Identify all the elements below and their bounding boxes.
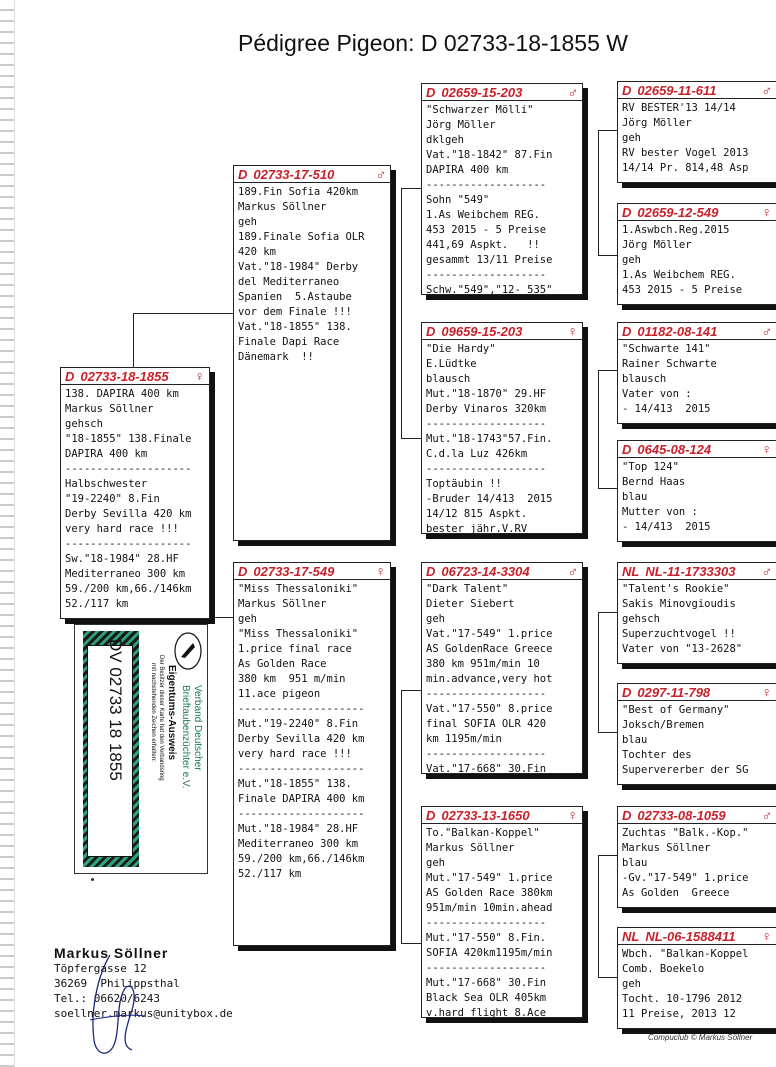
card-line: "Die Hardy" (426, 343, 496, 355)
ring-number: 02733-08-1059 (637, 807, 726, 823)
card-line: DAPIRA 400 km (426, 164, 509, 176)
card-line: 14/12 815 Aspkt. (426, 508, 528, 520)
card-body (61, 385, 209, 612)
card-line: geh (426, 613, 445, 625)
card-line: ------------------- (426, 962, 547, 974)
card-line: Vat."18-1984" Derby (238, 261, 359, 273)
card-line: min.advance,very hot (426, 673, 553, 685)
card-line: "18-1855" 138.Finale (65, 433, 192, 445)
sex-icon: ♀ (375, 563, 386, 579)
card-line: 189.Finale Sofia OLR (238, 231, 365, 243)
sex-icon: ♂ (761, 323, 772, 339)
pigeon-card-paternal-grandfather (421, 83, 583, 295)
card-body (234, 183, 390, 365)
card-line: 11 Preise, 2013 12 (622, 1008, 736, 1020)
card-line: Markus Söllner (622, 842, 711, 854)
card-line: Superzuchtvogel !! (622, 628, 736, 640)
pigeon-card-gen4-5 (617, 562, 776, 664)
card-line: Finale Dapi Race (238, 336, 340, 348)
card-line: geh (622, 254, 641, 266)
connector (598, 612, 618, 613)
card-line: 420 km (238, 246, 276, 258)
card-line: "Schwarzer Mölli" (426, 104, 534, 116)
card-line: 14/14 Pr. 814,48 Asp (622, 162, 749, 174)
card-line: 52./117 km (65, 598, 129, 610)
card-body (618, 458, 776, 535)
pigeon-card-gen4-4 (617, 440, 776, 542)
card-line: "Schwarte 141" (622, 343, 711, 355)
connector (133, 313, 134, 369)
card-header (618, 323, 776, 340)
card-line: ------------------- (426, 748, 547, 760)
connector (206, 617, 235, 618)
country-code: D (426, 807, 436, 823)
card-line: Tocht. 10-1796 2012 (622, 993, 743, 1005)
card-line: Jörg Möller (622, 117, 692, 129)
card-line: Vater von "13-2628" (622, 643, 743, 655)
card-line: 1.As Weibchem REG. (426, 209, 540, 221)
card-line: 453 2015 - 5 Preise (622, 284, 743, 296)
pigeon-card-gen4-3 (617, 322, 776, 424)
card-line: v.hard flight 8.Ace (426, 1007, 547, 1018)
card-header (422, 84, 582, 101)
card-line: gehsch (65, 418, 103, 430)
connector (598, 855, 599, 977)
sex-icon: ♂ (567, 563, 578, 579)
card-line: "Talent's Rookie" (622, 583, 730, 595)
pigeon-card-maternal-grandfather (421, 562, 583, 774)
card-line: Mut."18-1984" 28.HF (238, 823, 359, 835)
card-line: As Golden Greece (622, 887, 730, 899)
sex-icon: ♀ (761, 928, 772, 944)
pigeon-card-gen4-6 (617, 683, 776, 785)
card-line: Vat."17-550" 8.price (426, 703, 553, 715)
card-body (422, 580, 582, 774)
card-header (618, 204, 776, 221)
card-line: Jörg Möller (622, 239, 692, 251)
card-line: -Gv."17-549" 1.price (622, 872, 749, 884)
association-name-2: Brieftaubenzüchter e.V. (180, 685, 191, 789)
country-code: D (426, 323, 436, 339)
association-name: Verband Deutscher (192, 685, 203, 771)
card-line: Mut."17-550" 8.Fin. (426, 932, 547, 944)
pigeon-card-paternal-grandmother (421, 322, 583, 534)
country-code: D (622, 807, 632, 823)
ring-number: 02733-18-1855 (80, 368, 169, 384)
country-code: D (426, 84, 436, 100)
pigeon-card-maternal-grandmother (421, 806, 583, 1018)
connector (401, 438, 422, 439)
card-line: Sw."18-1984" 28.HF (65, 553, 179, 565)
card-line: Comb. Boekelo (622, 963, 705, 975)
card-line: Halbschwester (65, 478, 148, 490)
connector (598, 370, 618, 371)
card-line: Joksch/Bremen (622, 719, 705, 731)
card-line: -------------------- (238, 763, 365, 775)
card-line: -------------------- (65, 538, 192, 550)
sex-icon: ♀ (761, 684, 772, 700)
card-line: "19-2240" 8.Fin (65, 493, 160, 505)
binder-holes (0, 0, 15, 1067)
sex-icon: ♀ (761, 441, 772, 457)
card-line: - 14/413 2015 (622, 403, 711, 415)
card-line: Toptäubin !! (426, 478, 502, 490)
card-line: 1.Aswbch.Reg.2015 (622, 224, 730, 236)
card-line: gesammt 13/11 Preise (426, 254, 553, 266)
ring-number: NL-11-1733303 (645, 563, 736, 579)
card-line: - 14/413 2015 (622, 521, 711, 533)
card-line: -------------------- (238, 808, 365, 820)
card-line: Mut."17-549" 1.price (426, 872, 553, 884)
card-line: Dieter Siebert (426, 598, 515, 610)
card-line: blausch (622, 373, 667, 385)
card-line: AS Golden Race 380km (426, 887, 553, 899)
card-line: As Golden Race (238, 658, 327, 670)
card-line: 441,69 Aspkt. !! (426, 239, 540, 251)
ring-number: 02659-11-611 (637, 82, 717, 98)
card-header (234, 563, 390, 580)
card-line: geh (238, 613, 257, 625)
card-line: 380 km 951m/min 10 (426, 658, 540, 670)
card-line: very hard race !!! (65, 523, 179, 535)
sex-icon: ♀ (194, 368, 205, 384)
card-body (618, 580, 776, 657)
card-body (618, 945, 776, 1022)
id-ring-number: DV 02733 18 1855 (106, 639, 125, 781)
connector (598, 612, 599, 732)
card-header (618, 563, 776, 580)
ring-number: 02733-17-510 (253, 166, 335, 182)
card-header (618, 684, 776, 701)
card-line: Dänemark !! (238, 351, 314, 363)
card-line: geh (622, 978, 641, 990)
country-code: D (622, 204, 632, 220)
country-code: D (238, 563, 248, 579)
card-line: Markus Söllner (238, 201, 327, 213)
country-code: D (622, 323, 632, 339)
card-line: 59./200 km,66./146km (238, 853, 365, 865)
sex-icon: ♀ (567, 323, 578, 339)
card-line: Markus Söllner (238, 598, 327, 610)
card-header (61, 368, 209, 385)
card-line: Vat."18-1842" 87.Fin (426, 149, 553, 161)
card-line: 1.As Weibchem REG. (622, 269, 736, 281)
breeder-email: soellner.markus@unitybox.de (54, 1007, 233, 1020)
card-header (618, 807, 776, 824)
card-line: Mutter von : (622, 506, 698, 518)
card-line: Sohn "549" (426, 194, 490, 206)
card-line: Zuchtas "Balk.-Kop." (622, 827, 749, 839)
card-line: Mediterraneo 300 km (65, 568, 186, 580)
card-line: Vat."17-549" 1.price (426, 628, 553, 640)
connector (598, 488, 618, 489)
ring-number: 01182-08-141 (637, 323, 718, 339)
sex-icon: ♂ (567, 84, 578, 100)
pigeon-card-mother (233, 562, 391, 946)
card-line: AS GoldenRace Greece (426, 643, 553, 655)
country-code: D (622, 684, 632, 700)
ring-number: NL-06-1588411 (645, 928, 736, 944)
card-line: Mut."18-1855" 138. (238, 778, 352, 790)
breeder-city: 36269 Philippsthal (54, 977, 180, 990)
card-note-1: Der Besitzer dieser Karte hat den Verbandsring (158, 655, 164, 781)
card-line: Black Sea OLR 405km (426, 992, 547, 1004)
page-title: Pédigree Pigeon: D 02733-18-1855 W (238, 30, 628, 56)
card-body (618, 340, 776, 417)
card-line: Bernd Haas (622, 476, 686, 488)
sex-icon: ♀ (567, 807, 578, 823)
card-line: 138. DAPIRA 400 km (65, 388, 179, 400)
card-line: ------------------- (426, 179, 547, 191)
card-body (618, 701, 776, 778)
card-line: 11.ace pigeon (238, 688, 321, 700)
card-line: 189.Fin Sofia 420km (238, 186, 359, 198)
connector (133, 313, 235, 314)
card-line: Mut."17-668" 30.Fin (426, 977, 547, 989)
card-line: "Miss Thessaloniki" (238, 583, 359, 595)
card-line: E.Lüdtke (426, 358, 477, 370)
card-line: RV BESTER'13 14/14 (622, 102, 736, 114)
card-line: geh (426, 857, 445, 869)
credit-text: Compuclub © Markus Söllner (648, 1033, 753, 1042)
card-line: ------------------- (426, 688, 547, 700)
card-line: 453 2015 - 5 Preise (426, 224, 547, 236)
connector (401, 690, 402, 943)
ring-number: 09659-15-203 (441, 323, 523, 339)
pigeon-card-gen4-8 (617, 927, 776, 1029)
card-title: Eigentums-Ausweis (166, 665, 177, 761)
card-line: -Bruder 14/413 2015 (426, 493, 553, 505)
card-line: blau (622, 734, 648, 746)
card-line: del Mediterraneo (238, 276, 340, 288)
card-body (618, 824, 776, 901)
ring-number: 0645-08-124 (637, 441, 712, 457)
card-line: "Miss Thessaloniki" (238, 628, 359, 640)
ownership-id-card (74, 624, 208, 874)
sex-icon: ♂ (375, 166, 386, 182)
country-code: D (426, 563, 436, 579)
country-code: D (65, 368, 75, 384)
card-line: Vat."18-1855" 138. (238, 321, 352, 333)
card-line: geh (622, 132, 641, 144)
card-body (234, 580, 390, 882)
card-line: very hard race !!! (238, 748, 352, 760)
pigeon-card-father (233, 165, 391, 541)
connector (598, 370, 599, 488)
card-line: Mut."18-1743"57.Fin. (426, 433, 553, 445)
handwritten-signature (80, 950, 150, 1060)
card-line: Spanien 5.Astaube (238, 291, 352, 303)
card-line: C.d.la Luz 426km (426, 448, 528, 460)
country-code: NL (622, 563, 640, 579)
card-line: Schw."549","12- 535" (426, 284, 553, 295)
connector (598, 977, 618, 978)
pigeon-card-gen4-1 (617, 81, 776, 183)
connector (401, 943, 422, 944)
card-line: gehsch (622, 613, 660, 625)
card-line: ------------------- (426, 463, 547, 475)
ring-number: 02659-15-203 (441, 84, 523, 100)
card-line: final SOFIA OLR 420 (426, 718, 547, 730)
ring-number: 0297-11-798 (637, 684, 711, 700)
connector (598, 732, 618, 733)
card-line: km 1195m/min (426, 733, 502, 745)
sex-icon: ♀ (761, 204, 772, 220)
connector (401, 188, 402, 438)
ring-number: 06723-14-3304 (441, 563, 530, 579)
card-body (422, 340, 582, 534)
connector (401, 690, 422, 691)
card-line: Markus Söllner (65, 403, 154, 415)
card-line: Mut."18-1870" 29.HF (426, 388, 547, 400)
card-line: Tochter des (622, 749, 692, 761)
country-code: NL (622, 928, 640, 944)
sex-icon: ♂ (761, 82, 772, 98)
card-line: Rainer Schwarte (622, 358, 717, 370)
card-line: Jörg Möller (426, 119, 496, 131)
card-line: 951m/min 10min.ahead (426, 902, 553, 914)
card-line: Mut."19-2240" 8.Fin (238, 718, 359, 730)
card-header (422, 563, 582, 580)
pigeon-card-gen4-2 (617, 203, 776, 305)
card-line: Vater von : (622, 388, 692, 400)
card-line: bester jähr.V.RV (426, 523, 528, 534)
card-line: Derby Vinaros 320km (426, 403, 547, 415)
card-header (234, 166, 390, 183)
connector (598, 855, 618, 856)
connector (598, 130, 599, 255)
country-code: D (622, 82, 632, 98)
card-line: 1.price final race (238, 643, 352, 655)
card-line: -------------------- (65, 463, 192, 475)
card-line: 52./117 km (238, 868, 302, 880)
pigeon-logo-icon (173, 631, 203, 671)
country-code: D (238, 166, 248, 182)
card-body (422, 824, 582, 1018)
card-line: Mediterraneo 300 km (238, 838, 359, 850)
card-body (618, 221, 776, 298)
card-header (618, 441, 776, 458)
card-line: 59./200 km,66./146km (65, 583, 192, 595)
card-line: To."Balkan-Koppel" (426, 827, 540, 839)
card-line: DAPIRA 400 km (65, 448, 148, 460)
sex-icon: ♂ (761, 563, 772, 579)
card-header (422, 323, 582, 340)
card-line: Vat."17-668" 30.Fin (426, 763, 547, 774)
card-note-2: mit nachstehenden Zeichen erhalten: (150, 663, 156, 762)
card-header (422, 807, 582, 824)
ring-number: 02733-17-549 (253, 563, 335, 579)
connector (598, 130, 618, 131)
country-code: D (622, 441, 632, 457)
breeder-name: Markus Söllner (54, 945, 169, 961)
card-line: ------------------- (426, 418, 547, 430)
connector (598, 255, 618, 256)
breeder-street: Töpfergasse 12 (54, 962, 147, 975)
pigeon-card-gen4-7 (617, 806, 776, 908)
card-line: 380 km 951 m/min (238, 673, 346, 685)
card-line: blau (622, 491, 648, 503)
card-line: ------------------- (426, 917, 547, 929)
card-body (422, 101, 582, 295)
pigeon-card-subject (60, 367, 210, 619)
card-line: Wbch. "Balkan-Koppel (622, 948, 749, 960)
card-line: Markus Söllner (426, 842, 515, 854)
card-line: RV bester Vogel 2013 (622, 147, 749, 159)
breeder-phone: Tel.: 06620/6243 (54, 992, 160, 1005)
ring-number: 02733-13-1650 (441, 807, 530, 823)
card-body (618, 99, 776, 176)
card-line: "Best of Germany" (622, 704, 730, 716)
connector (401, 188, 422, 189)
card-line: vor dem Finale !!! (238, 306, 352, 318)
card-line: Derby Sevilla 420 km (65, 508, 192, 520)
card-line: blau (622, 857, 648, 869)
card-line: Sakis Minovgioudis (622, 598, 736, 610)
card-line: Derby Sevilla 420 km (238, 733, 365, 745)
card-line: dklgeh (426, 134, 464, 146)
bullet-dot (91, 878, 94, 881)
sex-icon: ♂ (761, 807, 772, 823)
card-line: Supervererber der SG (622, 764, 749, 776)
card-line: Finale DAPIRA 400 km (238, 793, 365, 805)
card-line: ------------------- (426, 269, 547, 281)
card-header (618, 928, 776, 945)
card-header (618, 82, 776, 99)
card-line: geh (238, 216, 257, 228)
card-line: "Dark Talent" (426, 583, 509, 595)
card-line: SOFIA 420km1195m/min (426, 947, 553, 959)
card-line: blausch (426, 373, 471, 385)
ring-number: 02659-12-549 (637, 204, 719, 220)
card-line: "Top 124" (622, 461, 679, 473)
card-line: -------------------- (238, 703, 365, 715)
